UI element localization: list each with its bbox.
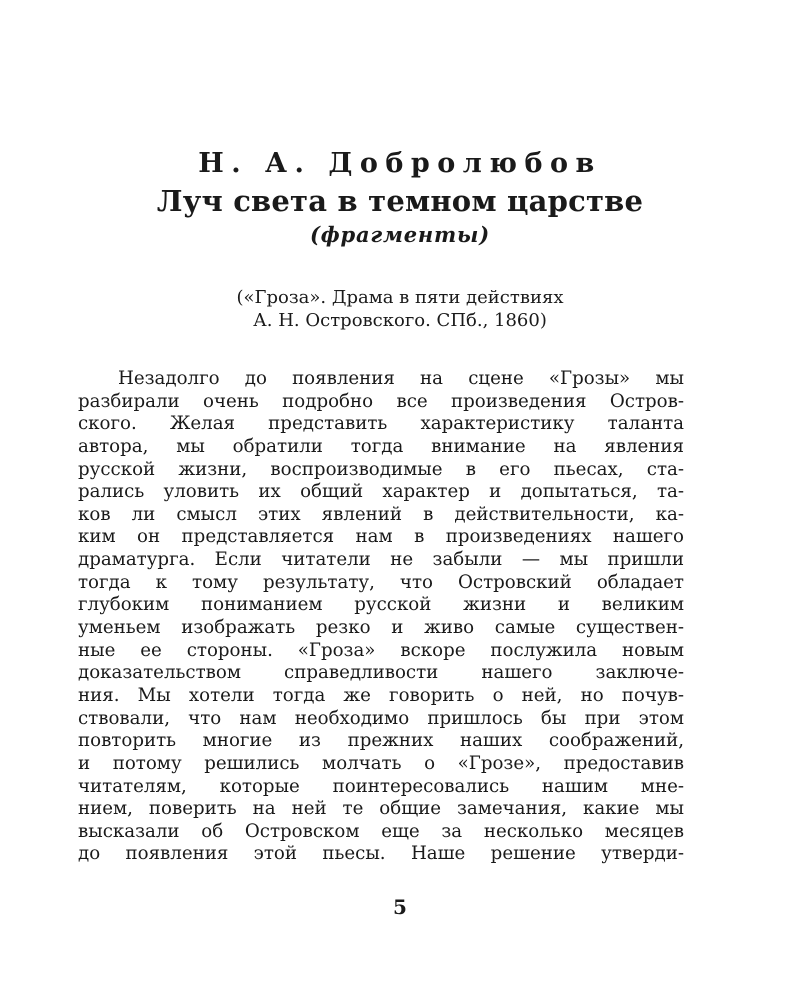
text-line: повторить многие из прежних наших соображений, bbox=[78, 730, 684, 752]
text-line: и потому решились молчать о «Грозе», предоставив bbox=[78, 752, 684, 774]
text-line: ким он представляется нам в произведениях нашего bbox=[78, 526, 684, 548]
source-reference bbox=[0, 286, 800, 332]
text-line: уменьем изображать резко и живо самые существен- bbox=[78, 617, 684, 639]
page-number: 5 bbox=[393, 895, 407, 919]
text-line: разбирали очень подробно все произведения Остров- bbox=[78, 390, 684, 412]
text-line: ского. Желая представить характеристику таланта bbox=[78, 413, 684, 435]
text-line: до появления этой пьесы. Наше решение утверди- bbox=[78, 843, 684, 865]
source-line: А. Н. Островского. СПб., 1860) bbox=[253, 310, 547, 331]
text-line: автора, мы обратили тогда внимание на явления bbox=[78, 435, 684, 457]
text-line: рались уловить их общий характер и допытаться, та- bbox=[78, 481, 684, 503]
text-line: Незадолго до появления на сцене «Грозы» мы bbox=[118, 368, 684, 389]
text-line: русской жизни, воспроизводимые в его пьесах, ста- bbox=[78, 458, 684, 480]
source-line: («Гроза». Драма в пяти действиях bbox=[236, 287, 564, 308]
article-title: Луч света в темном царстве bbox=[156, 184, 644, 218]
text-line: глубоким пониманием русской жизни и великим bbox=[78, 594, 684, 616]
text-line: ния. Мы хотели тогда же говорить о ней, но почув- bbox=[78, 684, 684, 706]
text-line: нием, поверить на ней те общие замечания, какие мы bbox=[78, 798, 684, 820]
text-line: высказали об Островском еще за несколько месяцев bbox=[78, 820, 684, 842]
text-line: драматурга. Если читатели не забыли — мы пришли bbox=[78, 549, 684, 571]
text-line: ков ли смысл этих явлений в действительности, ка- bbox=[78, 503, 684, 525]
text-line: ные ее стороны. «Гроза» вскоре послужила новым bbox=[78, 639, 684, 661]
article-subtitle: (фрагменты) bbox=[310, 222, 490, 247]
text-line: ствовали, что нам необходимо пришлось бы при этом bbox=[78, 707, 684, 729]
body-paragraph bbox=[78, 368, 684, 866]
text-line: читателям, которые поинтересовались нашим мне- bbox=[78, 775, 684, 797]
author-name: Н. А. Добролюбов bbox=[198, 148, 602, 179]
text-line: тогда к тому результату, что Островский обладает bbox=[78, 571, 684, 593]
text-line: доказательством справедливости нашего заключе- bbox=[78, 662, 684, 684]
